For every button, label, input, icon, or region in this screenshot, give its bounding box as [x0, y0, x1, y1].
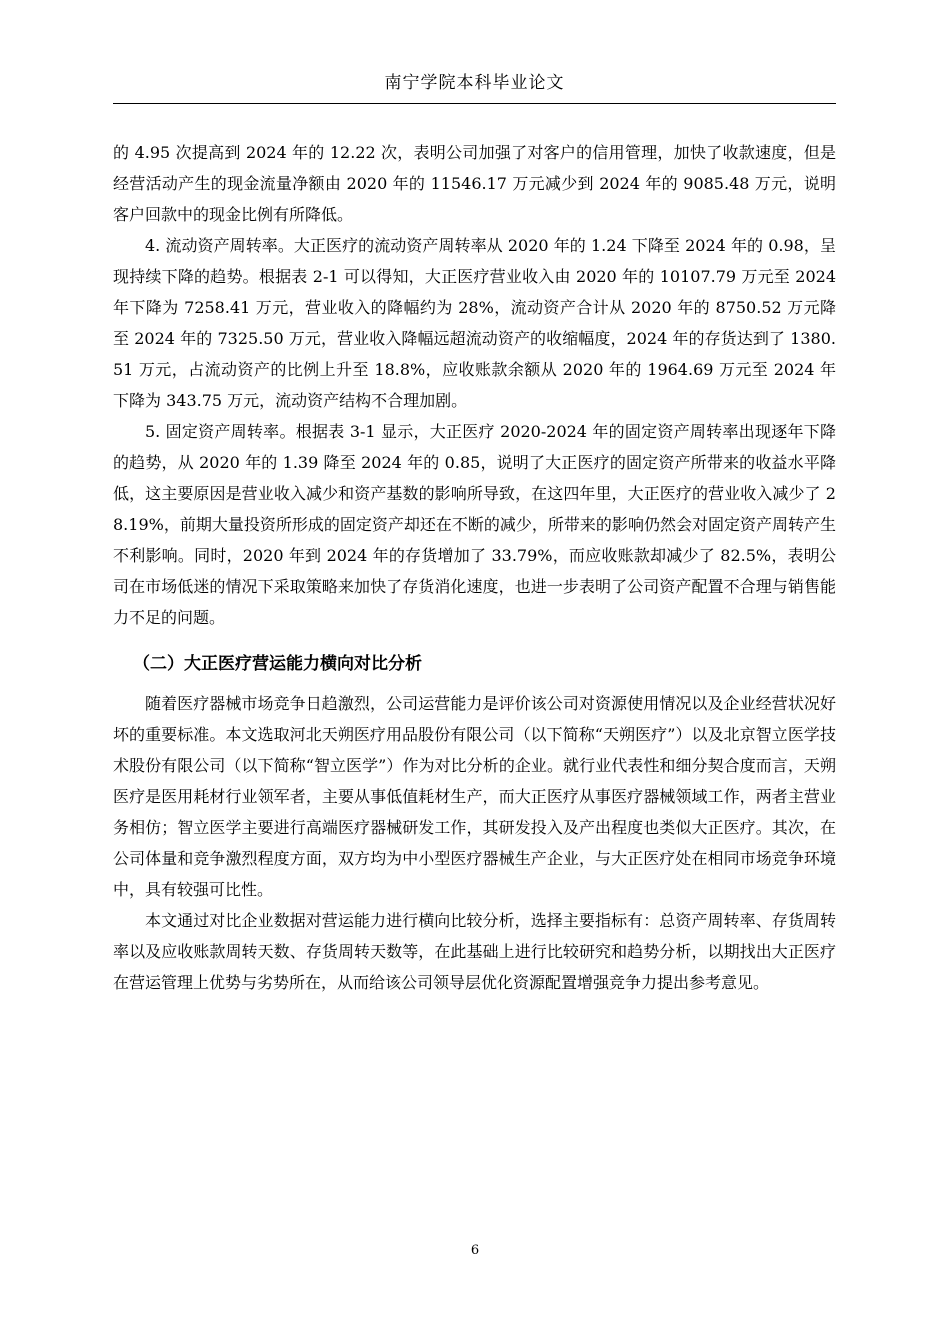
header-divider [113, 103, 836, 104]
page-header-title: 南宁学院本科毕业论文 [384, 73, 565, 93]
paragraph-receivables-continued: 的 4.95 次提高到 2024 年的 12.22 次，表明公司加强了对客户的信用管理，加快了收款速度，但是经营活动产生的现金流量净额由 2020 年的 11546.17 万元减少到 2024 年的 9085.48 万元，说明客户回款中的现金比例有所降低。 [113, 143, 836, 224]
page-number: 6 [470, 1243, 480, 1258]
document-body [113, 137, 836, 998]
paragraph-current-asset-turnover: 4. 流动资产周转率。大正医疗的流动资产周转率从 2020 年的 1.24 下降至 2024 年的 0.98，呈现持续下降的趋势。根据表 2-1 可以得知，大正医疗营业收入由 2020 年的 10107.79 万元至 2024 年下降为 7258.41 万元，营业收入的降幅约为 28%，流动资产合计从 2020 年的 8750.52 万元降至 2024 年的 7325.50 万元，营业收入降幅远超流动资产的收缩幅度，2024 年的存货达到了 1380.51 万元，占流动资产的比例上升至 18.8%，应收账款余额从 2020 年的 1964.69 万元至 2024 年下降为 343.75 万元，流动资产结构不合理加剧。 [113, 236, 836, 410]
paragraph-fixed-asset-turnover: 5. 固定资产周转率。根据表 3-1 显示，大正医疗 2020-2024 年的固定资产周转率出现逐年下降的趋势，从 2020 年的 1.39 降至 2024 年的 0.85，说明了大正医疗的固定资产所带来的收益水平降低，这主要原因是营业收入减少和资产基数的影响所导致，在这四年里，大正医疗的营业收入减少了 28.19%，前期大量投资所形成的固定资产却还在不断的减少，所带来的影响仍然会对固定资产周转产生不利影响。同时，2020 年到 2024 年的存货增加了 33.79%，而应收账款却减少了 82.5%，表明公司在市场低迷的情况下采取策略来加快了存货消化速度，也进一步表明了公司资产配置不合理与销售能力不足的问题。 [113, 422, 836, 627]
paragraph-comparison-intro: 随着医疗器械市场竞争日趋激烈，公司运营能力是评价该公司对资源使用情况以及企业经营状况好坏的重要标准。本文选取河北天朔医疗用品股份有限公司（以下简称“天朔医疗”）以及北京智立医学技术股份有限公司（以下简称“智立医学”）作为对比分析的企业。就行业代表性和细分契合度而言，天朔医疗是医用耗材行业领军者，主要从事低值耗材生产，而大正医疗从事医疗器械领域工作，两者主营业务相仿；智立医学主要进行高端医疗器械研发工作，其研发投入及产出程度也类似大正医疗。其次，在公司体量和竞争激烈程度方面，双方均为中小型医疗器械生产企业，与大正医疗处在相同市场竞争环境中，具有较强可比性。 [113, 694, 836, 899]
section-heading: （二）大正医疗营运能力横向对比分析 [133, 654, 422, 674]
paragraph-comparison-method: 本文通过对比企业数据对营运能力进行横向比较分析，选择主要指标有：总资产周转率、存货周转率以及应收账款周转天数、存货周转天数等，在此基础上进行比较研究和趋势分析，以期找出大正医疗在营运管理上优势与劣势所在，从而给该公司领导层优化资源配置增强竞争力提出参考意见。 [113, 911, 836, 992]
